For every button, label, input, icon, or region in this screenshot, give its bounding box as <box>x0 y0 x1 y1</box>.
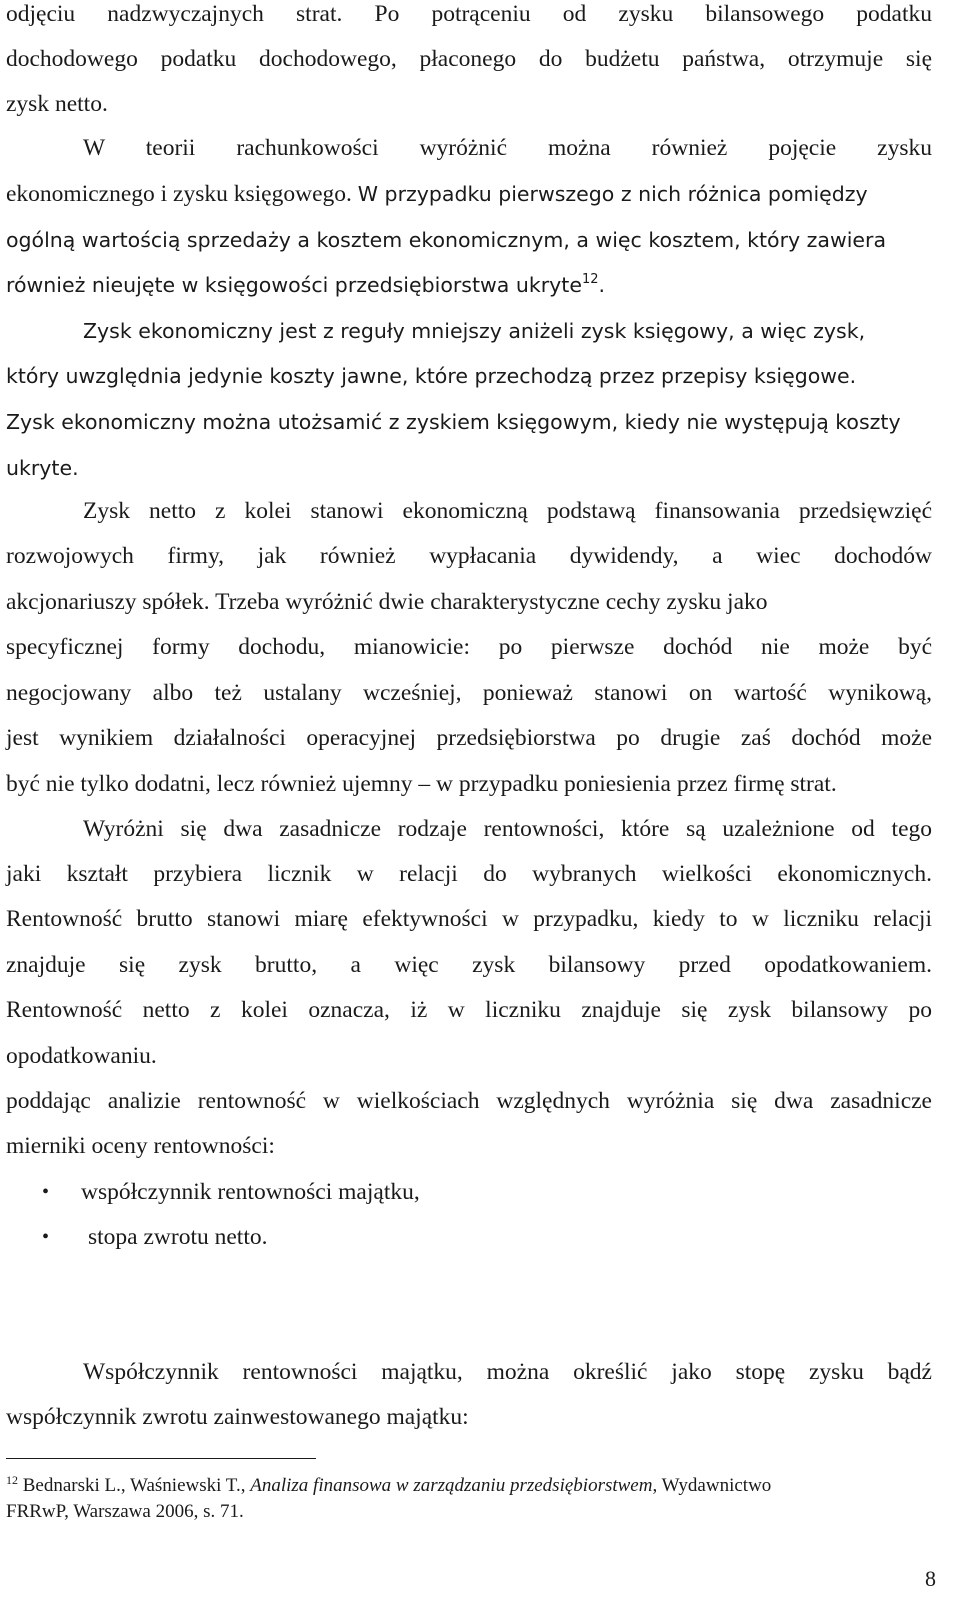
text-line <box>6 588 932 616</box>
text-line: jaki kształt przybiera licznik w relacji do wybranych wielkości ekonomicznych. <box>6 861 932 887</box>
text-span: akcjonariuszy spółek. <box>6 589 210 615</box>
text-line: poddając analizie rentowność w wielkościach względnych wyróżnia się dwa zasadnicze <box>6 1088 932 1114</box>
text-line: Rentowność brutto stanowi miarę efektywności w przypadku, kiedy to w liczniku relacji <box>6 906 932 932</box>
text-line: ukryte. <box>6 456 79 480</box>
text-span: również nieujęte w księgowości przedsiębiorstwa ukryte <box>6 273 582 297</box>
text-line: zysk netto. <box>6 91 108 117</box>
text-span: . <box>598 273 606 297</box>
text-line: Zysk netto z kolei stanowi ekonomiczną podstawą finansowania przedsięwzięć <box>83 498 932 524</box>
bullet-icon: • <box>42 1226 50 1248</box>
text-line: Zysk ekonomiczny jest z reguły mniejszy aniżeli zysk księgowy, a więc zysk, <box>83 319 866 343</box>
text-line: mierniki oceny rentowności: <box>6 1133 275 1159</box>
footnote-reference[interactable]: 12 <box>581 272 599 287</box>
text-line: rozwojowych firmy, jak również wypłacania dywidendy, a wiec dochodów <box>6 543 932 569</box>
text-span: Trzeba wyróżnić dwie charakterystyczne cechy zysku jako <box>215 589 768 615</box>
footnote <box>6 1474 932 1498</box>
text-line: dochodowego podatku dochodowego, płaconego do budżetu państwa, otrzymuje się <box>6 46 932 72</box>
text-line: odjęciu nadzwyczajnych strat. Po potrąceniu od zysku bilansowego podatku <box>6 1 932 27</box>
footnote-publisher: , Wydawnictwo <box>652 1475 772 1496</box>
text-span: ekonomicznego i zysku księgowego. <box>6 181 352 207</box>
bullet-icon: • <box>42 1181 50 1203</box>
text-line: który uwzględnia jedynie koszty jawne, które przechodzą przez przepisy księgowe. <box>6 364 857 388</box>
text-line <box>6 180 932 208</box>
footnote-mark: 12 <box>6 1473 18 1487</box>
text-line <box>6 271 932 299</box>
footnote-title: Analiza finansowa w zarządzaniu przedsiębiorstwem <box>250 1475 653 1496</box>
list-item: stopa zwrotu netto. <box>88 1224 268 1250</box>
text-line: Wyróżni się dwa zasadnicze rodzaje rentowności, które są uzależnione od tego <box>83 816 932 842</box>
list-item: współczynnik rentowności majątku, <box>81 1179 420 1205</box>
text-line: specyficznej formy dochodu, mianowicie: po pierwsze dochód nie może być <box>6 634 932 660</box>
text-line: jest wynikiem działalności operacyjnej przedsiębiorstwa po drugie zaś dochód może <box>6 725 932 751</box>
text-line: opodatkowaniu. <box>6 1043 157 1069</box>
text-line: negocjowany albo też ustalany wcześniej, ponieważ stanowi on wartość wynikową, <box>6 680 932 706</box>
text-line: Rentowność netto z kolei oznacza, iż w liczniku znajduje się zysk bilansowy po <box>6 997 932 1023</box>
text-line: być nie tylko dodatni, lecz również ujemny – w przypadku poniesienia przez firmę strat. <box>6 771 837 797</box>
text-line: Zysk ekonomiczny można utożsamić z zyskiem księgowym, kiedy nie występują koszty <box>6 410 901 434</box>
text-line: ogólną wartością sprzedaży a kosztem ekonomicznym, a więc kosztem, który zawiera <box>6 228 887 252</box>
text-span: W przypadku pierwszego z nich różnica pomiędzy <box>357 182 868 206</box>
footnote-line: FRRwP, Warszawa 2006, s. 71. <box>6 1501 244 1522</box>
text-line: Współczynnik rentowności majątku, można określić jako stopę zysku bądź <box>83 1359 932 1385</box>
text-line: W teorii rachunkowości wyróżnić można również pojęcie zysku <box>83 135 932 161</box>
footnote-authors: Bednarski L., Waśniewski T., <box>22 1475 246 1496</box>
page-number: 8 <box>925 1566 936 1591</box>
text-line: znajduje się zysk brutto, a więc zysk bilansowy przed opodatkowaniem. <box>6 952 932 978</box>
footnote-separator <box>6 1458 316 1459</box>
text-line: współczynnik zwrotu zainwestowanego majątku: <box>6 1404 469 1430</box>
